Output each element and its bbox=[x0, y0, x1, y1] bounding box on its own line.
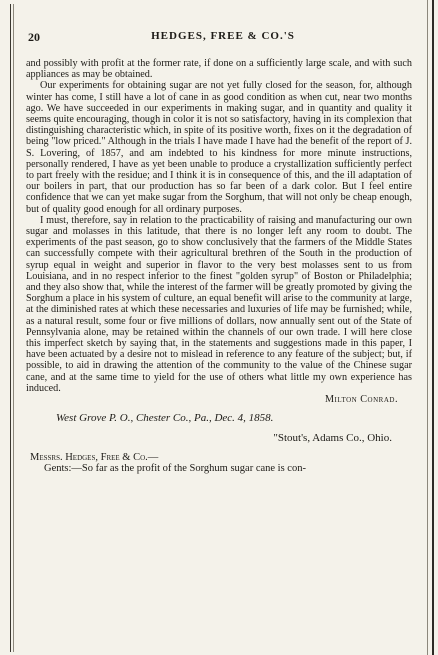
paragraph-3-text: I must, therefore, say in relation to the practicability of raising and manufacturing our own sugar and molasses in this latitude, that there is no longer left any room to doubt. The experiments of the past season, go to show conclusively that the farmers of the Middle States can successfully compete with their agricultural brethren of the South in the production of syrup equal in weight and superior in flavor to the very best molasses sent to us from Louisiana, and in no respect inferior to the finest "golden syrup" of Boston or Philadelphia; and they also show that, while the interest of the farmer will be greatly promoted by giving the Sorghum a place in his system of culture, an equal benefit will arise to the community at large, at the diminished rates at which these necessaries and luxuries of life may be furnished; while, as a natural result, some four or five millions of dollars, now annually sent out of the State of Pennsylvania alone, may be retained within the channels of our own trade. I will here close this imperfect sketch by saying that, in the statements and suggestions made in this paper, I have been actuated by a desire not to mislead in reference to any feature of the subject; but, if possible, to aid in drawing the attention of the community to the value of the Chinese sugar cane, and at the same time to yield for the use of others what little my own experience has induced. bbox=[26, 214, 412, 394]
signature: Milton Conrad. bbox=[324, 394, 398, 406]
paragraph-3 bbox=[26, 215, 412, 394]
gents-line: Gents:—So far as the profit of the Sorghum sugar cane is con- bbox=[44, 462, 306, 474]
right-inner-rule bbox=[427, 0, 428, 655]
location-line: West Grove P. O., Chester Co., Pa., Dec. 4, 1858. bbox=[56, 412, 274, 425]
running-title: HEDGES, FREE & CO.'S bbox=[151, 30, 295, 42]
page-header bbox=[28, 30, 418, 44]
paragraph-2 bbox=[26, 80, 412, 214]
page-number: 20 bbox=[28, 30, 40, 44]
stout-line: "Stout's, Adams Co., Ohio. bbox=[273, 431, 392, 444]
left-border-rule bbox=[10, 4, 11, 652]
paragraph-1: and possibly with profit at the former rate, if done on a sufficiently large scale, and with such appliances as may be obtained. bbox=[26, 58, 412, 81]
paragraph-2-text: Our experiments for obtaining sugar are not yet fully closed for the season, for, although winter has come, I still have a lot of cane in as good condition as when cut, near two months ago. We have succeeded in our experiments in making sugar, and in quantity and quality it seems quite encouraging, though in color it is not so satisfactory, having in its complexion that distinguishing characteristic which, in spite of its positive worth, fixes on it the degradation of being "low priced." Although in the trials I have made I have had the benefit of the report of J. S. Lovering, of 1857, and am indebted to his kindness for more minute instructions, personally rendered, I have as yet been unable to produce a crystallization sufficiently perfect to part freely with the residue; and I think it is in consequence of this, and the ill adaptation of our boilers in part, that our production has so far been of a dark color. But I feel entire confidence that we can yet make sugar from the Sorghum, that will not only be cheap enough, but of quality good enough for all ordinary purposes. bbox=[26, 80, 412, 215]
messrs-line: Messrs. Hedges, Free & Co.— bbox=[30, 451, 159, 463]
right-border-rule bbox=[432, 0, 434, 655]
body-text bbox=[26, 58, 412, 474]
left-inner-rule bbox=[13, 4, 14, 652]
